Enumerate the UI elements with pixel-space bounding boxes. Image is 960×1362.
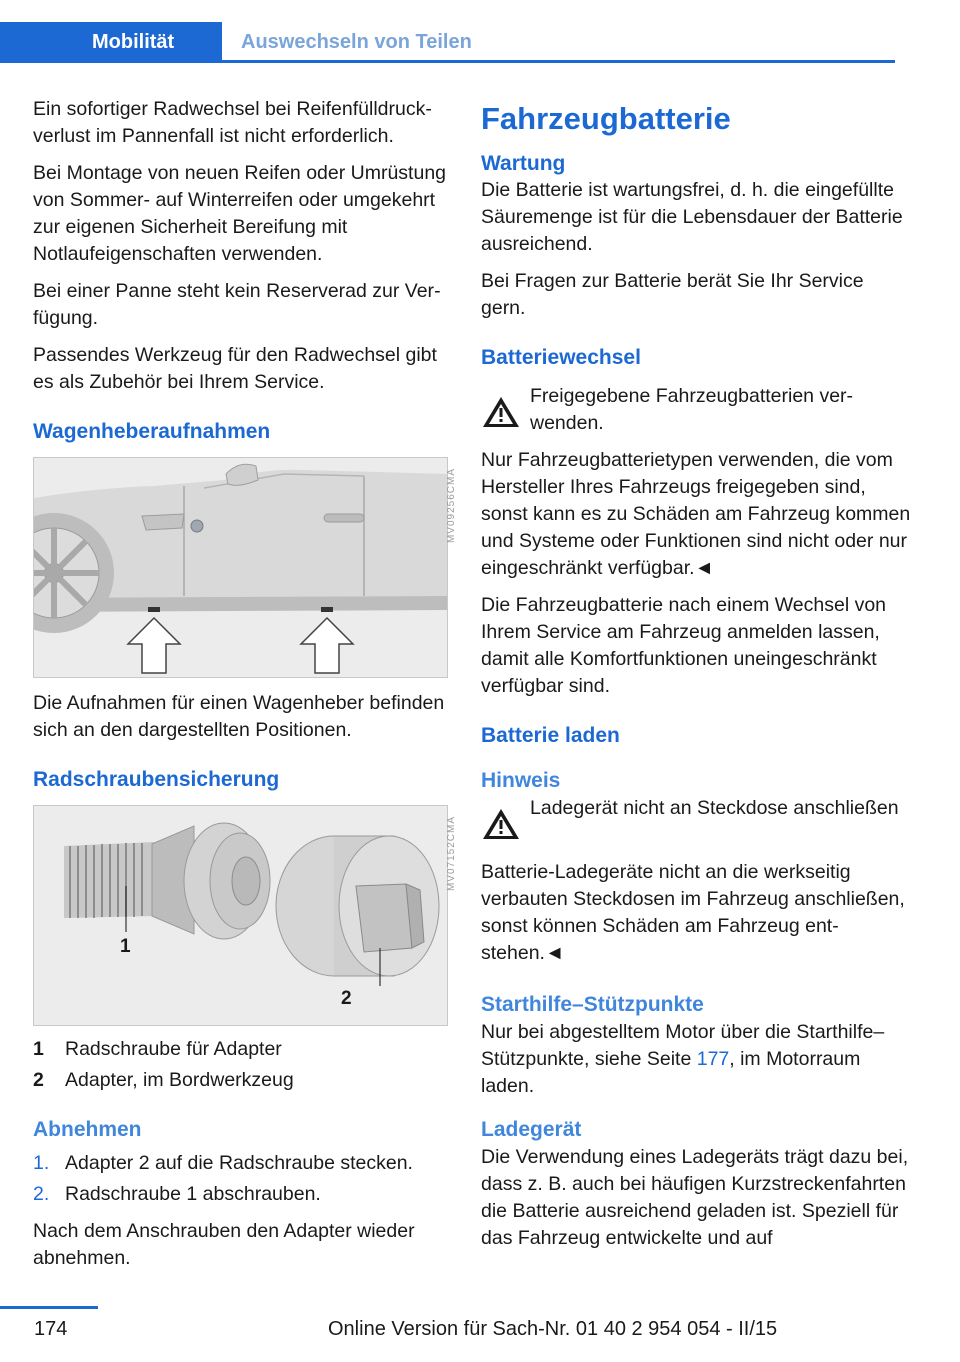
heading-jack-points: Wagenheberaufnahmen — [33, 420, 271, 443]
heading-maintenance: Wartung — [481, 152, 566, 175]
paragraph: Die Aufnahmen für einen Wagenheber befinden sich an den dargestellten Positionen. — [33, 692, 445, 741]
paragraph: Bei Montage von neuen Reifen oder Umrüstung von Sommer- auf Winterreifen oder umgekehrt zur eigenen Sicherheit Bereifung mit Notlaufeigenschaften verwenden. — [33, 162, 447, 265]
paragraph: Passendes Werkzeug für den Radwechsel gibt es als Zubehör bei Ihrem Service. — [33, 344, 437, 393]
legend-number: 2 — [33, 1069, 44, 1091]
callout-2: 2 — [341, 988, 352, 1009]
heading-wheel-lock: Radschraubensicherung — [33, 768, 280, 791]
heading-battery-charge: Batterie laden — [481, 724, 620, 747]
paragraph: Bei einer Panne steht kein Reserverad zur Verfügung. — [33, 280, 441, 329]
wheel-lock-figure — [33, 805, 457, 1026]
step-text: Radschraube 1 abschrauben. — [65, 1183, 321, 1205]
figure-code: MV07152CMA — [446, 816, 457, 892]
breadcrumb[interactable]: Auswechseln von Teilen — [241, 31, 472, 53]
steps-list — [33, 1150, 453, 1208]
paragraph — [481, 1019, 911, 1100]
footer-rule — [0, 1306, 98, 1309]
paragraph: Nur Fahrzeugbatterietypen verwenden, die vom Hersteller Ihres Fahrzeugs freigegeben sind, sonst kann es zu Schäden am Fahrzeug kommen und Systeme oder Funktionen sind nicht oder nur eingeschränkt verfügbar.◄ — [481, 449, 911, 579]
paragraph: Die Fahrzeugbatterie nach einem Wechsel von Ihrem Service am Fahrzeug anmelden lassen, damit alle Komfortfunktionen uneingeschränkt verfügbar sind. — [481, 594, 887, 697]
paragraph: Nach dem Anschrauben den Adapter wieder abnehmen. — [33, 1220, 415, 1269]
step-number: 2. — [33, 1183, 50, 1205]
warning-icon — [481, 395, 521, 429]
heading-note: Hinweis — [481, 769, 561, 792]
adapter-graphic — [276, 836, 439, 976]
heading-remove: Abnehmen — [33, 1118, 142, 1141]
legend-text: Radschraube für Adapter — [65, 1038, 282, 1060]
step-number: 1. — [33, 1152, 50, 1174]
warning-block — [481, 795, 911, 849]
header-section-tab[interactable]: Mobilität — [0, 22, 222, 63]
warning-block — [481, 383, 911, 437]
warning-text: Freigegebene Fahrzeugbatterien verwenden. — [530, 385, 854, 434]
heading-jump-start-points: Starthilfe–Stützpunkte — [481, 993, 704, 1016]
paragraph: Die Verwendung eines Ladegeräts trägt dazu bei, dass z. B. auch bei häufigen Kurzstreckenfahrten die Batterie ausreichend geladen ist. Speziell für das Fahrzeug entwickelte und auf — [481, 1146, 909, 1249]
right-column — [481, 100, 911, 1262]
section-title: Fahrzeugbatterie — [481, 101, 731, 136]
warning-text: Ladegerät nicht an Steckdose anschließen — [530, 797, 899, 819]
step-text: Adapter 2 auf die Radschraube stecken. — [65, 1152, 413, 1174]
paragraph: Batterie-Ladegeräte nicht an die werkseitig verbauten Steckdosen im Fahrzeug anschließen, sonst können Schäden am Fahrzeug entstehen.◄ — [481, 861, 905, 964]
page-reference-link[interactable]: 177 — [696, 1048, 730, 1070]
heading-charger: Ladegerät — [481, 1118, 582, 1141]
heading-battery-change: Batteriewechsel — [481, 346, 641, 369]
legend-number: 1 — [33, 1038, 44, 1060]
page-number: 174 — [34, 1318, 68, 1340]
figure-code: MV09256CMA — [446, 468, 457, 544]
jack-points-figure — [33, 457, 457, 678]
jump-text: , im Motorraum laden. — [481, 1048, 861, 1097]
paragraph: Die Batterie ist wartungsfrei, d. h. die eingefüllte Säuremenge ist für die Lebensdauer der Batterie ausreichend. — [481, 179, 903, 255]
paragraph: Ein sofortiger Radwechsel bei Reifenfülldruckverlust im Pannenfall ist nicht erforderlich. — [33, 98, 432, 147]
online-version-note: Online Version für Sach-Nr. 01 40 2 954 054 - II/15 — [328, 1318, 778, 1340]
car-side-illustration — [34, 458, 447, 677]
wheel-bolt-adapter-illustration — [34, 806, 447, 1025]
figure-legend — [33, 1036, 453, 1094]
jump-text: Nur bei abgestelltem Motor über die Starthilfe–Stützpunkte, siehe Seite — [481, 1021, 885, 1070]
callout-1: 1 — [120, 936, 131, 957]
paragraph: Bei Fragen zur Batterie berät Sie Ihr Service gern. — [481, 270, 864, 319]
warning-icon — [481, 807, 521, 841]
legend-text: Adapter, im Bordwerkzeug — [65, 1069, 294, 1091]
left-column — [33, 96, 457, 1282]
